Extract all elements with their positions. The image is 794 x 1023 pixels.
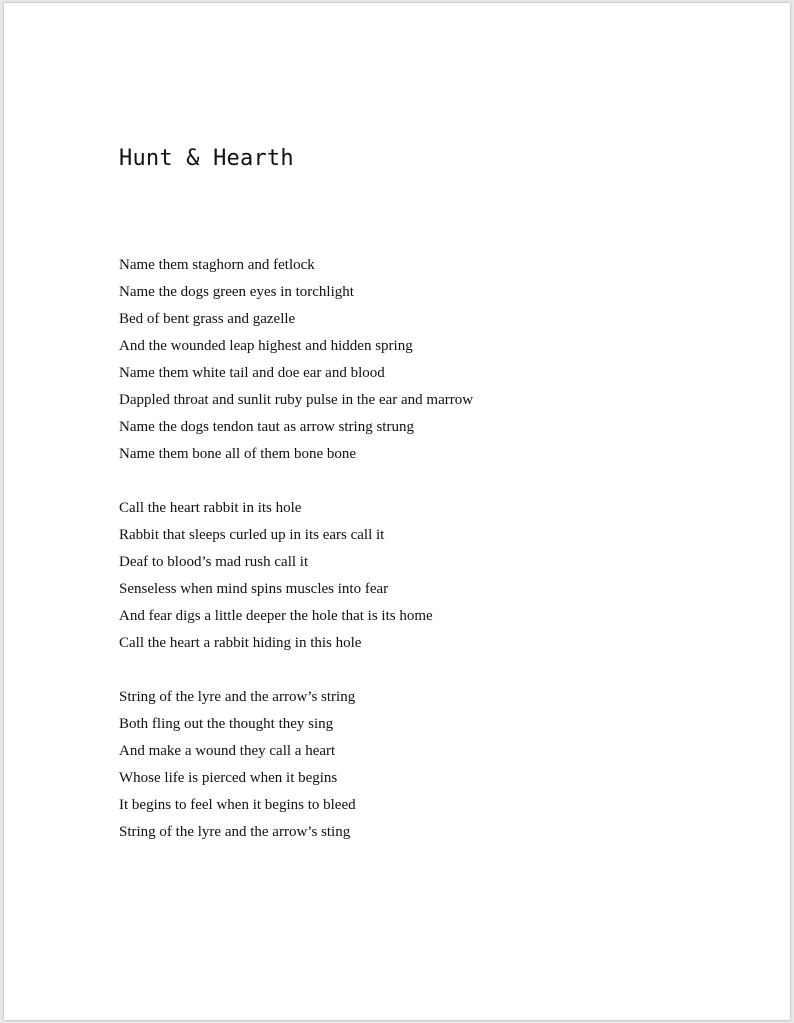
poem-line: Name them staghorn and fetlock [119,257,315,273]
stanza-2 [119,495,473,657]
poem-line: Whose life is pierced when it begins [119,770,338,786]
stanza-3 [119,684,473,846]
poem-line: Call the heart rabbit in its hole [119,500,302,516]
poem-line: Senseless when mind spins muscles into fear [119,581,389,597]
poem-line: And the wounded leap highest and hidden spring [119,338,413,354]
poem-line: Name the dogs green eyes in torchlight [119,284,354,300]
poem-line: Name them white tail and doe ear and blood [119,365,385,381]
poem-line: Deaf to blood’s mad rush call it [119,554,309,570]
poem-title: Hunt & Hearth [119,146,294,171]
poem-line: Name them bone all of them bone bone [119,446,357,462]
stanza-1 [119,252,473,468]
poem-line: String of the lyre and the arrow’s string [119,689,356,705]
poem-line: Both fling out the thought they sing [119,716,334,732]
poem-line: Rabbit that sleeps curled up in its ears call it [119,527,385,543]
document-page [4,3,790,1020]
poem-line: Dappled throat and sunlit ruby pulse in the ear and marrow [119,392,474,408]
poem-line: Name the dogs tendon taut as arrow string strung [119,419,414,435]
poem-line: And make a wound they call a heart [119,743,336,759]
poem-line: String of the lyre and the arrow’s sting [119,824,351,840]
poem-body [119,252,473,873]
poem-line: And fear digs a little deeper the hole that is its home [119,608,433,624]
poem-line: Call the heart a rabbit hiding in this hole [119,635,362,651]
poem-line: It begins to feel when it begins to bleed [119,797,356,813]
poem-line: Bed of bent grass and gazelle [119,311,296,327]
